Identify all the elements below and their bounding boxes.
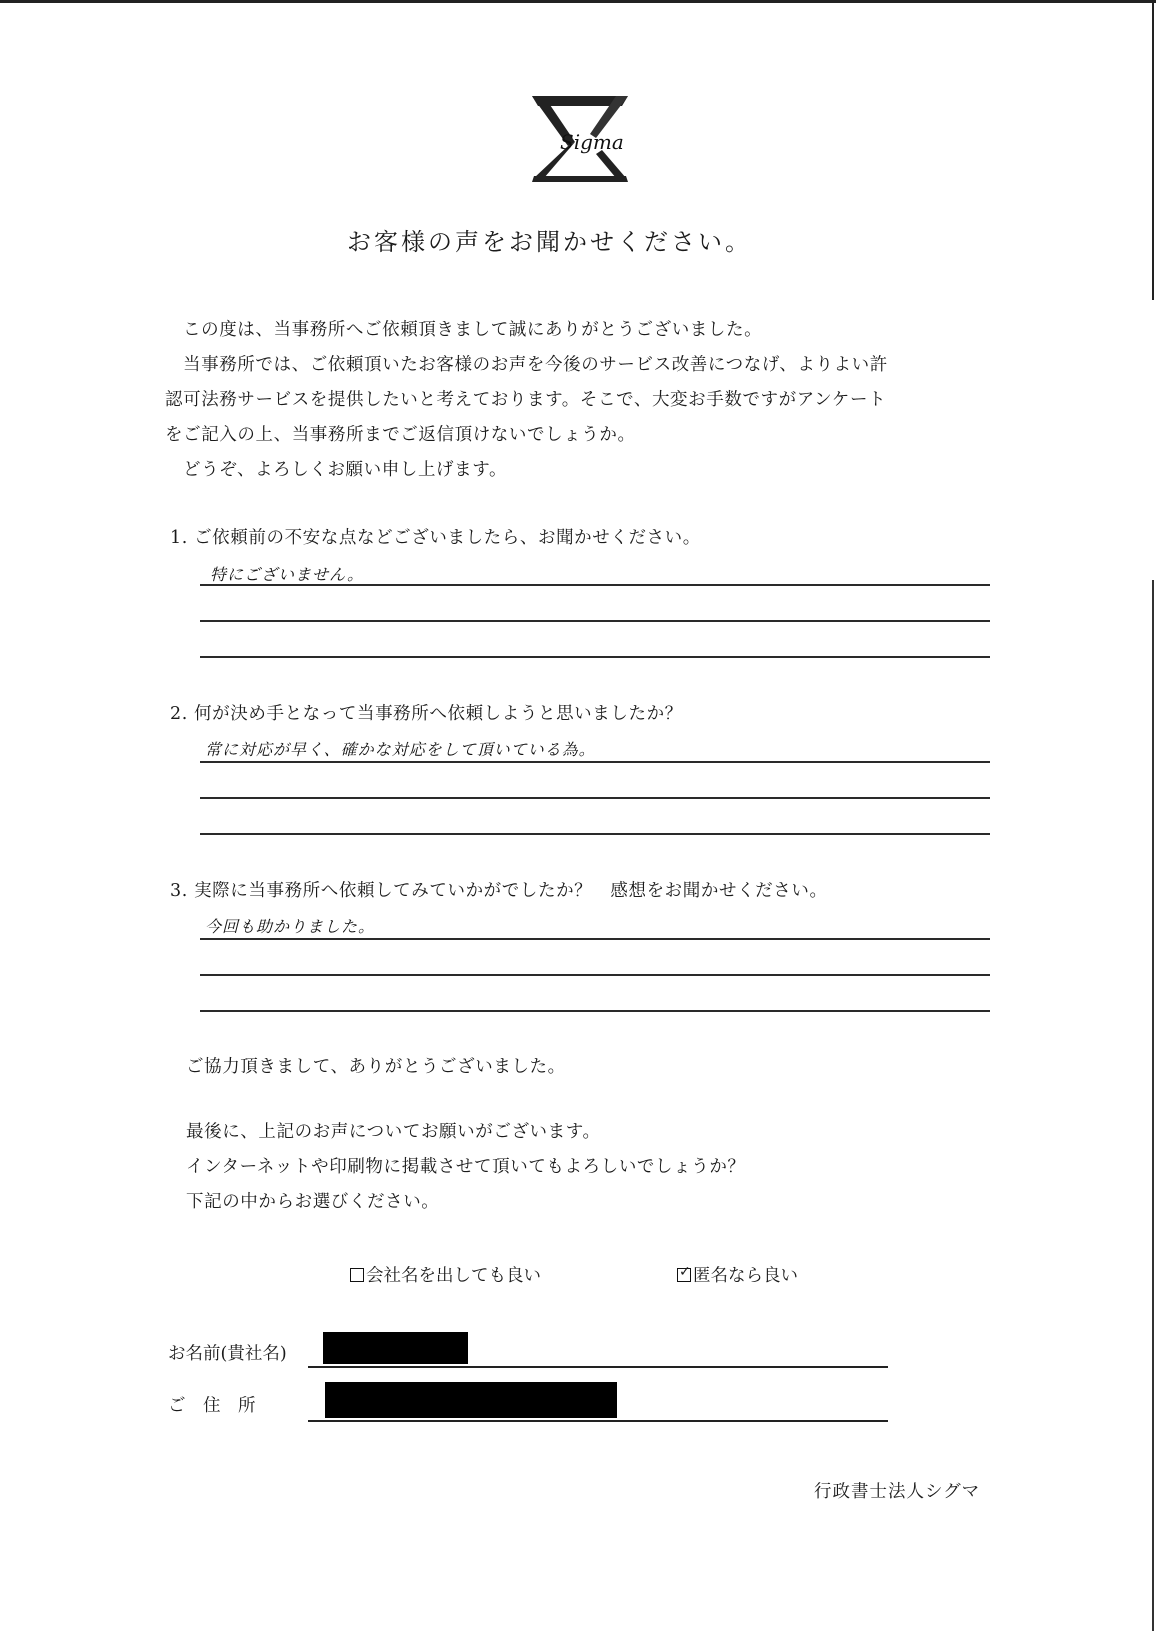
answer-line [200, 761, 990, 763]
svg-text:Sigma: Sigma [560, 130, 624, 154]
redacted-address [325, 1382, 617, 1418]
checkbox-unchecked[interactable] [350, 1268, 364, 1282]
request-line-2: インターネットや印刷物に掲載させて頂いてもよろしいでしょうか？ [186, 1157, 746, 1177]
answer-3: 今回も助かりました。 [205, 917, 376, 936]
thanks-text: ご協力頂きまして、ありがとうございました。 [186, 1057, 566, 1077]
redacted-name [323, 1332, 468, 1364]
intro-line-3: 認可法務サービスを提供したいと考えております。そこで、大変お手数ですがアンケート [165, 390, 887, 410]
question-2 [170, 700, 683, 725]
answer-1: 特にございません。 [210, 565, 364, 584]
answer-line [200, 974, 990, 976]
option-label: 会社名を出しても良い [366, 1266, 541, 1286]
request-line-1: 最後に、上記のお声についてお願いがございます。 [186, 1122, 601, 1142]
intro-line-2: 当事務所では、ご依頼頂いたお客様のお声を今後のサービス改善につなげ、よりよい許 [183, 355, 888, 375]
request-line-3: 下記の中からお選びください。 [186, 1192, 440, 1212]
scan-edge-top [0, 0, 1156, 3]
question-number: 3. [170, 881, 188, 901]
answer-line [200, 584, 990, 586]
answer-line [200, 656, 990, 658]
address-field-line[interactable] [308, 1420, 888, 1422]
page-title: お客様の声をお聞かせください。 [347, 228, 752, 256]
answer-line [200, 833, 990, 835]
question-number: 1. [170, 528, 188, 548]
intro-line-1: この度は、当事務所へご依頼頂きまして誠にありがとうございました。 [183, 320, 763, 340]
question-text: ご依頼前の不安な点などございましたら、お聞かせください。 [194, 528, 701, 548]
address-label: ご 住 所 [168, 1396, 256, 1416]
option-anonymous[interactable] [677, 1262, 798, 1287]
question-text: 何が決め手となって当事務所へ依頼しようと思いましたか？ [194, 704, 683, 724]
scan-edge-right [1152, 0, 1154, 300]
intro-line-4: をご記入の上、当事務所までご返信頂けないでしょうか。 [165, 425, 636, 445]
sigma-logo-icon [530, 94, 630, 184]
checkmark-icon: ✓ [679, 1263, 691, 1280]
answer-line [200, 620, 990, 622]
option-company-name[interactable] [350, 1262, 541, 1287]
question-3 [170, 877, 828, 902]
question-number: 2. [170, 704, 188, 724]
option-label: 匿名なら良い [693, 1266, 798, 1286]
checkbox-checked[interactable] [677, 1263, 691, 1282]
answer-line [200, 1010, 990, 1012]
name-label: お名前(貴社名) [168, 1344, 287, 1364]
question-1 [170, 524, 701, 549]
answer-2: 常に対応が早く、確かな対応をして頂いている為。 [205, 740, 596, 759]
name-field-line[interactable] [308, 1366, 888, 1368]
answer-line [200, 797, 990, 799]
answer-line [200, 938, 990, 940]
scan-edge-right-lower [1152, 580, 1154, 1631]
organization-name: 行政書士法人シグマ [814, 1482, 981, 1502]
intro-line-5: どうぞ、よろしくお願い申し上げます。 [183, 460, 508, 480]
question-text: 実際に当事務所へ依頼してみていかがでしたか？ 感想をお聞かせください。 [194, 881, 828, 901]
